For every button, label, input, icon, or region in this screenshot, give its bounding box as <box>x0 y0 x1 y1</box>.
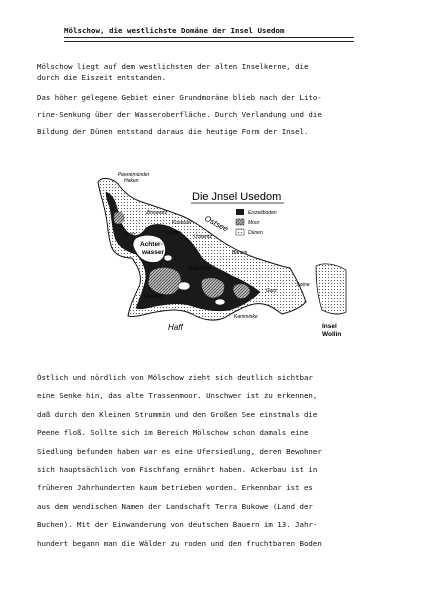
label-haff: Haff <box>168 323 183 332</box>
lake <box>178 282 190 290</box>
label-gnitz: Gnitz <box>124 232 136 238</box>
body-line: aus dem wendischen Namen der Landschaft Terra Bukowe (Land der <box>37 501 313 511</box>
label-mellenthin: Mellenthin <box>188 266 211 272</box>
intro-line: Das höher gelegene Gebiet einer Grundmoräne blieb nach der Lito- <box>37 93 322 102</box>
label-kamminke: Kamminke <box>234 314 258 320</box>
label-achter: Achter- <box>140 241 163 248</box>
title-underline <box>64 37 354 42</box>
label-ueckeritz: Ückeritz <box>194 234 213 240</box>
legend-swatch-duenen <box>236 229 244 235</box>
body-line: eine Senke hin, das alte Trassenmoor. Unschwer ist zu erkennen, <box>37 391 318 401</box>
usedom-map-figure <box>84 162 354 352</box>
body-paragraph <box>37 369 389 553</box>
map-legend <box>236 209 277 236</box>
map-title: Die Jnsel Usedom <box>192 191 282 203</box>
legend-swatch-moor <box>236 219 244 225</box>
legend-label-eiszeitboden: Eiszeitboden <box>248 210 277 216</box>
label-zinnowitz: Zinnowitz <box>146 210 168 216</box>
moor-patch <box>114 212 124 224</box>
intro-line: rine-Senkung über der Wasseroberfläche. Durch Verlandung und die <box>37 110 322 119</box>
body-line: Buchen). Mit der Einwanderung von deutschen Bauern im 13. Jahr- <box>37 520 318 530</box>
body-line: früheren Jahrhunderten kaum betrieben worden. Erkennbar ist es <box>37 483 313 493</box>
body-line: hundert begann man die Wälder zu roden und den fruchtbaren Boden <box>37 538 322 548</box>
label-wasser: wasser <box>142 249 165 256</box>
legend-label-duenen: Dünen <box>248 230 263 236</box>
label-ostsee: Ostsee <box>203 213 230 234</box>
label-bansin: Bansin <box>232 250 248 256</box>
intro-line: durch die Eiszeit entstanden. <box>37 73 167 82</box>
label-usedom-town: Usedom <box>144 294 163 300</box>
lake <box>215 299 225 305</box>
legend-swatch-eiszeitboden <box>236 209 244 215</box>
legend-label-moor: Moor <box>248 220 260 226</box>
label-insel: Insel <box>322 323 337 330</box>
label-loddin: Loddin <box>166 230 182 236</box>
document-title: Mölschow, die westlichste Domäne der Insel Usedom <box>64 26 285 35</box>
lake <box>164 255 172 261</box>
wollin-island <box>316 264 346 314</box>
label-haken: Haken <box>124 178 139 184</box>
body-line: sich hauptsächlich vom Fischfang ernährt haben. Ackerbau ist in <box>37 464 318 474</box>
body-line: Peene floß. Sollte sich im Bereich Mölschow schon damals eine <box>37 428 309 438</box>
usedom-map <box>84 162 354 352</box>
body-line: daß durch den Kleinen Strummin und den Großen See einstmals die <box>37 409 318 419</box>
label-swine: Swine <box>296 282 310 288</box>
intro-paragraph <box>37 61 389 140</box>
body-line: Siedlung befunden haben war es eine Ufersiedlung, deren Bewohner <box>37 446 322 456</box>
body-line: Östlich und nördlich von Mölschow zieht sich deutlich sichtbar <box>37 373 313 382</box>
label-koserow: Koserow <box>172 220 192 226</box>
label-peenemuende: Peenemünder <box>118 172 150 178</box>
intro-line: Bildung der Dünen entstand daraus die heutige Form der Insel. <box>37 127 309 136</box>
intro-line: Mölschow liegt auf dem westlichsten der alten Inselkerne, die <box>37 62 309 71</box>
label-garz: Garz <box>266 288 277 294</box>
label-wollin: Wollin <box>322 331 342 338</box>
